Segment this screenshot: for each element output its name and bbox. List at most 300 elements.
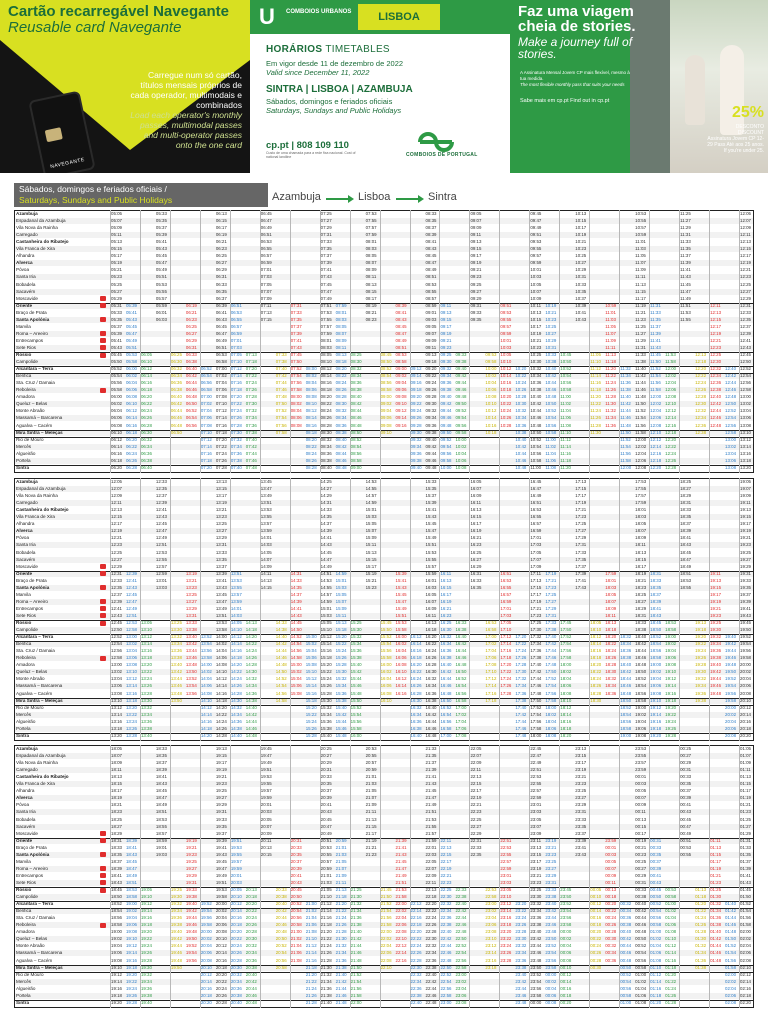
departure-time: 22:54 (440, 978, 452, 984)
departure-time: 18:39 (650, 598, 662, 604)
departure-time: 01:27 (740, 823, 752, 829)
station-label: Vila Nova da Rainha (16, 760, 58, 766)
departure-time: 23:40 (545, 901, 557, 907)
departure-time: 14:22 (230, 669, 242, 675)
departure-time: 11:54 (635, 415, 646, 421)
departure-time: 01:35 (740, 851, 752, 857)
departure-time: 18:28 (605, 662, 617, 668)
departure-time: 16:19 (440, 598, 452, 604)
departure-time: 11:31 (680, 232, 691, 238)
departure-time: 01:04 (650, 943, 662, 949)
departure-time: 20:08 (200, 957, 212, 963)
departure-time: 19:20 (111, 999, 122, 1005)
departure-time: 06:39 (215, 302, 227, 308)
departure-time: 12:51 (155, 542, 167, 548)
departure-time: 01:15 (710, 851, 722, 857)
departure-time: 10:03 (500, 344, 512, 350)
departure-time: 21:02 (305, 908, 317, 914)
departure-time: 22:10 (380, 964, 392, 970)
departure-time: 19:17 (710, 591, 722, 597)
departure-time: 18:15 (111, 781, 122, 787)
departure-time: 19:20 (665, 704, 677, 710)
departure-time: 11:27 (680, 218, 691, 224)
departure-time: 07:34 (230, 443, 242, 449)
departure-time: 18:31 (635, 612, 647, 618)
departure-time: 14:44 (275, 648, 287, 654)
departure-time: 12:35 (155, 486, 167, 492)
departure-time: 22:34 (410, 978, 422, 984)
departure-time: 01:42 (710, 936, 722, 942)
departure-time: 12:51 (125, 612, 137, 618)
departure-time: 10:05 (530, 281, 542, 287)
departure-time: 01:20 (695, 901, 707, 907)
departure-time: 20:42 (245, 978, 257, 984)
departure-time: 05:31 (111, 302, 122, 308)
departure-time: 13:51 (230, 570, 242, 576)
departure-time: 10:23 (530, 344, 542, 350)
departure-time: 12:19 (740, 260, 752, 266)
departure-time: 14:31 (290, 570, 302, 576)
departure-time: 20:54 (290, 908, 302, 914)
departure-time: 17:28 (515, 662, 527, 668)
departure-time: 00:12 (560, 971, 572, 977)
departure-time: 23:46 (515, 992, 527, 998)
departure-time: 12:26 (695, 387, 707, 393)
promo-site[interactable]: Sabe mais em cp.pt Find out in cp.pt (520, 98, 610, 104)
departure-time: 08:20 (335, 366, 347, 372)
departure-time: 07:36 (230, 450, 242, 456)
departure-time: 06:55 (230, 316, 242, 322)
departure-time: 20:18 (245, 894, 257, 900)
departure-time: 12:32 (695, 408, 707, 414)
departure-time: 10:33 (545, 352, 557, 357)
departure-time: 07:06 (215, 387, 227, 393)
departure-time: 18:09 (605, 605, 617, 611)
departure-time: 07:28 (230, 422, 242, 428)
departure-time: 10:50 (530, 429, 542, 435)
departure-time: 16:35 (470, 584, 482, 590)
departure-time: 17:10 (485, 669, 497, 675)
departure-time: 19:06 (650, 683, 662, 689)
departure-time: 23:08 (485, 929, 497, 935)
departure-time: 14:51 (320, 570, 332, 576)
departure-time: 08:38 (350, 387, 362, 393)
departure-time: 07:44 (245, 450, 257, 456)
departure-time: 20:14 (215, 950, 227, 956)
departure-time: 09:50 (440, 429, 452, 435)
departure-time: 09:38 (440, 387, 452, 393)
departure-time: 23:37 (575, 830, 587, 836)
departure-time: 02:04 (740, 943, 752, 949)
departure-time: 23:02 (485, 908, 497, 914)
departure-time: 20:10 (740, 697, 752, 703)
departure-time: 09:45 (530, 211, 542, 216)
departure-time: 23:50 (530, 964, 542, 970)
departure-time: 08:44 (335, 450, 347, 456)
departure-time: 20:44 (245, 985, 257, 991)
departure-time: 20:51 (320, 837, 332, 843)
departure-time: 18:35 (650, 584, 662, 590)
departure-time: 20:16 (740, 718, 752, 724)
departure-time: 23:26 (500, 950, 512, 956)
departure-time: 16:54 (440, 711, 452, 717)
departure-time: 11:26 (605, 387, 616, 393)
departure-time: 23:03 (500, 879, 512, 885)
departure-time: 07:37 (320, 253, 332, 259)
departure-time: 11:28 (605, 394, 616, 400)
departure-time: 10:52 (560, 366, 572, 372)
departure-time: 08:26 (320, 415, 332, 421)
departure-time: 11:41 (650, 337, 661, 343)
departure-time: 14:03 (230, 612, 242, 618)
departure-time: 19:10 (140, 894, 152, 900)
departure-time: 12:11 (710, 302, 721, 308)
departure-time: 09:19 (440, 330, 452, 336)
departure-time: 21:17 (365, 830, 377, 836)
departure-time: 16:00 (380, 662, 392, 668)
departure-time: 13:36 (170, 648, 182, 654)
departure-time: 22:32 (440, 901, 452, 907)
departure-time: 13:50 (170, 697, 182, 703)
departure-time: 17:15 (575, 486, 587, 492)
departure-time: 06:48 (185, 394, 197, 400)
departure-time: 01:56 (740, 915, 752, 921)
departure-time: 14:30 (230, 697, 242, 703)
departure-time: 02:02 (725, 978, 737, 984)
departure-time: 11:11 (635, 274, 646, 280)
departure-time: 14:26 (245, 655, 257, 661)
departure-time: 12:13 (710, 309, 722, 315)
departure-time: 16:51 (500, 570, 512, 576)
departure-time: 18:36 (620, 648, 632, 654)
departure-time: 11:03 (605, 316, 616, 322)
departure-time: 19:23 (215, 781, 227, 787)
departure-time: 11:50 (620, 429, 631, 435)
departure-time: 08:05 (320, 352, 332, 357)
departure-time: 20:38 (230, 992, 242, 998)
departure-time: 18:32 (620, 634, 632, 640)
departure-time: 18:43 (111, 879, 122, 885)
station-label: Oriente (16, 302, 33, 308)
departure-time: 23:25 (545, 858, 557, 864)
departure-time: 08:08 (305, 394, 317, 400)
departure-time: 17:16 (485, 690, 497, 696)
departure-time: 19:16 (650, 718, 662, 724)
departure-time: 13:57 (230, 591, 242, 597)
departure-time: 14:39 (320, 528, 332, 534)
departure-time: 23:18 (485, 964, 497, 970)
departure-time: 07:33 (290, 309, 302, 315)
departure-time: 17:37 (575, 563, 587, 569)
departure-time: 23:19 (575, 767, 587, 773)
departure-time: 01:38 (695, 964, 707, 970)
departure-time: 07:04 (215, 380, 227, 386)
departure-time: 01:18 (650, 992, 662, 998)
departure-time: 09:09 (470, 225, 482, 231)
departure-time: 21:44 (335, 985, 347, 991)
departure-time: 00:48 (620, 957, 632, 963)
station-label: Azambuja (16, 211, 38, 216)
departure-time: 23:44 (515, 985, 527, 991)
departure-time: 09:15 (470, 246, 482, 252)
departure-time: 19:47 (215, 865, 227, 871)
departure-time: 10:48 (515, 464, 527, 470)
departure-time: 00:03 (635, 781, 647, 787)
departure-time: 05:33 (155, 211, 167, 216)
departure-time: 10:21 (530, 337, 542, 343)
departure-time: 09:02 (380, 401, 392, 407)
departure-time: 05:45 (125, 323, 137, 329)
departure-time: 07:10 (200, 429, 212, 435)
departure-time: 09:09 (425, 337, 437, 343)
departure-time: 20:22 (230, 936, 242, 942)
departure-time: 21:14 (320, 908, 332, 914)
departure-time: 10:04 (485, 380, 497, 386)
departure-time: 01:20 (665, 971, 677, 977)
departure-time: 18:29 (111, 830, 122, 836)
departure-time: 19:53 (230, 844, 242, 850)
departure-time: 15:11 (335, 612, 347, 618)
departure-time: 19:14 (665, 683, 677, 689)
departure-time: 01:48 (710, 957, 722, 963)
departure-time: 10:01 (500, 337, 512, 343)
departure-time: 14:35 (290, 584, 302, 590)
station-label: Alcântara – Terra (16, 366, 54, 372)
departure-time: 15:48 (335, 732, 347, 738)
contact-phone[interactable]: cp.pt | 808 109 110 (266, 140, 349, 151)
departure-time: 01:42 (725, 908, 737, 914)
departure-time: 11:07 (605, 330, 616, 336)
departure-time: 08:51 (395, 344, 407, 350)
departure-time: 22:17 (440, 858, 452, 864)
departure-time: 02:06 (725, 992, 737, 998)
departure-time: 14:43 (290, 612, 302, 618)
departure-time: 11:04 (545, 450, 556, 456)
departure-time: 02:16 (740, 985, 752, 991)
departure-time: 18:56 (111, 915, 122, 921)
departure-time: 00:04 (545, 985, 557, 991)
departure-time: 19:43 (740, 612, 752, 618)
departure-time: 00:05 (590, 887, 602, 892)
departure-time: 13:20 (125, 704, 137, 710)
departure-time: 18:20 (590, 662, 602, 668)
departure-time: 10:02 (485, 373, 497, 379)
departure-time: 12:40 (725, 366, 737, 372)
day-header-en: Saturdays, Sundays and Public Holidays (19, 195, 173, 205)
departure-time: 06:19 (185, 302, 197, 308)
departure-time: 19:14 (125, 950, 137, 956)
departure-time: 22:33 (455, 887, 467, 892)
departure-time: 06:10 (111, 429, 122, 435)
departure-time: 15:58 (350, 725, 362, 731)
departure-time: 00:52 (650, 901, 662, 907)
departure-time: 14:10 (200, 697, 212, 703)
departure-time: 16:44 (440, 676, 452, 682)
departure-time: 16:06 (395, 655, 407, 661)
departure-time: 06:10 (125, 401, 137, 407)
route-via: Lisboa (358, 191, 391, 203)
departure-time: 17:44 (515, 718, 527, 724)
departure-time: 00:28 (605, 929, 617, 935)
departure-time: 11:10 (590, 359, 601, 365)
departure-time: 22:12 (410, 901, 422, 907)
departure-time: 01:02 (650, 936, 662, 942)
departure-time: 09:56 (455, 422, 467, 428)
departure-time: 12:04 (635, 450, 647, 456)
station-label: Espadanal da Azambuja (16, 753, 66, 759)
departure-time: 00:22 (605, 908, 617, 914)
departure-time: 23:28 (515, 929, 527, 935)
departure-time: 17:41 (575, 577, 587, 583)
departure-time: 15:03 (335, 584, 347, 590)
urban-trains-label: COMBOIOS URBANOS (286, 9, 352, 15)
departure-time: 00:03 (605, 851, 617, 857)
departure-time: 22:50 (440, 964, 452, 970)
departure-time: 12:58 (740, 387, 752, 393)
departure-time: 19:22 (125, 978, 137, 984)
departure-time: 17:18 (500, 655, 512, 661)
departure-time: 00:39 (650, 865, 662, 871)
departure-time: 15:24 (335, 648, 347, 654)
departure-time: 19:38 (710, 655, 722, 661)
departure-time: 20:06 (740, 683, 752, 689)
departure-time: 22:59 (530, 795, 542, 801)
departure-time: 23:48 (515, 999, 527, 1005)
departure-time: 16:04 (380, 676, 392, 682)
departure-time: 06:42 (170, 401, 182, 407)
departure-time: 16:40 (440, 662, 452, 668)
departure-time: 18:18 (605, 627, 617, 633)
departure-time: 07:01 (230, 337, 242, 343)
departure-time: 19:12 (665, 676, 677, 682)
departure-time: 21:55 (425, 823, 437, 829)
station-label: Braço de Prata (16, 309, 47, 315)
departure-time: 18:27 (680, 486, 692, 492)
departure-time: 14:16 (215, 690, 227, 696)
departure-time: 13:33 (185, 620, 197, 625)
departure-time: 18:27 (111, 823, 122, 829)
departure-time: 13:03 (155, 584, 167, 590)
departure-time: 11:37 (680, 253, 691, 259)
departure-time: 22:57 (530, 788, 542, 794)
departure-time: 23:32 (530, 901, 542, 907)
departure-time: 11:06 (560, 415, 571, 421)
departure-time: 11:56 (650, 380, 661, 386)
departure-time: 21:36 (320, 985, 332, 991)
departure-time: 00:37 (650, 858, 662, 864)
departure-time: 17:48 (530, 690, 542, 696)
departure-time: 18:57 (155, 830, 167, 836)
departure-time: 22:59 (500, 865, 512, 871)
departure-time: 13:02 (740, 401, 752, 407)
departure-time: 14:27 (320, 486, 332, 492)
departure-time: 06:29 (185, 337, 197, 343)
departure-time: 00:15 (635, 823, 647, 829)
departure-time: 21:42 (350, 936, 362, 942)
departure-time: 17:09 (530, 563, 542, 569)
departure-time: 23:58 (530, 992, 542, 998)
departure-time: 21:38 (320, 992, 332, 998)
departure-time: 16:48 (455, 662, 467, 668)
departure-time: 08:45 (380, 352, 392, 357)
departure-time: 13:10 (740, 429, 752, 435)
departure-time: 00:00 (530, 999, 542, 1005)
departure-time: 14:24 (215, 718, 227, 724)
departure-time: 19:26 (140, 950, 152, 956)
departure-time: 18:47 (155, 795, 167, 801)
departure-time: 05:58 (111, 387, 122, 393)
departure-time: 13:50 (185, 669, 197, 675)
departure-time: 09:13 (470, 239, 482, 245)
departure-time: 23:56 (545, 957, 557, 963)
departure-time: 14:44 (245, 718, 257, 724)
departure-time: 20:34 (245, 950, 257, 956)
jovem-promo-ad (510, 0, 768, 173)
departure-time: 08:40 (350, 394, 362, 400)
station-label: Sete Rios (16, 879, 36, 885)
departure-time: 14:18 (230, 655, 242, 661)
departure-time: 23:35 (575, 823, 587, 829)
departure-time: 21:09 (335, 872, 347, 878)
departure-time: 01:29 (740, 830, 752, 836)
departure-time: 09:02 (395, 373, 407, 379)
station-label: Espadanal da Azambuja (16, 218, 66, 224)
departure-time: 23:50 (560, 894, 572, 900)
departure-time: 07:54 (290, 373, 302, 379)
departure-time: 18:03 (605, 584, 617, 590)
departure-time: 16:34 (440, 641, 452, 647)
departure-time: 14:50 (290, 627, 302, 633)
departure-time: 23:58 (545, 964, 557, 970)
departure-time: 06:18 (140, 387, 152, 393)
departure-time: 00:43 (650, 879, 662, 885)
departure-time: 10:13 (530, 309, 542, 315)
departure-time: 19:15 (215, 753, 227, 759)
departure-time: 12:30 (695, 401, 707, 407)
departure-time: 14:31 (320, 500, 332, 506)
departure-time: 10:20 (500, 394, 512, 400)
departure-time: 17:14 (485, 683, 497, 689)
departure-time: 08:04 (305, 380, 317, 386)
departure-time: 19:48 (185, 929, 197, 935)
departure-time: 22:42 (425, 978, 437, 984)
departure-time: 09:40 (440, 394, 452, 400)
departure-time: 00:43 (680, 809, 692, 815)
departure-time: 06:53 (260, 239, 272, 245)
departure-time: 20:44 (275, 915, 287, 921)
departure-time: 16:20 (425, 634, 437, 640)
departure-time: 23:03 (530, 809, 542, 815)
departure-time: 15:45 (395, 591, 407, 597)
departure-time: 10:41 (575, 309, 587, 315)
departure-time: 22:02 (395, 908, 407, 914)
departure-time: 08:58 (380, 387, 392, 393)
departure-time: 17:36 (530, 648, 542, 654)
departure-time: 07:35 (290, 316, 302, 322)
station-label: Massamá – Barcarena (16, 950, 63, 956)
departure-time: 07:28 (215, 464, 227, 470)
departure-time: 12:13 (111, 507, 122, 513)
departure-time: 23:06 (455, 992, 467, 998)
departure-time: 23:20 (515, 901, 527, 907)
departure-time: 01:16 (650, 985, 662, 991)
departure-time: 20:33 (320, 774, 332, 780)
departure-time: 19:04 (635, 718, 647, 724)
departure-time: 13:44 (185, 648, 197, 654)
departure-time: 18:31 (680, 500, 692, 506)
departure-time: 18:41 (125, 844, 137, 850)
departure-time: 05:07 (111, 218, 122, 224)
